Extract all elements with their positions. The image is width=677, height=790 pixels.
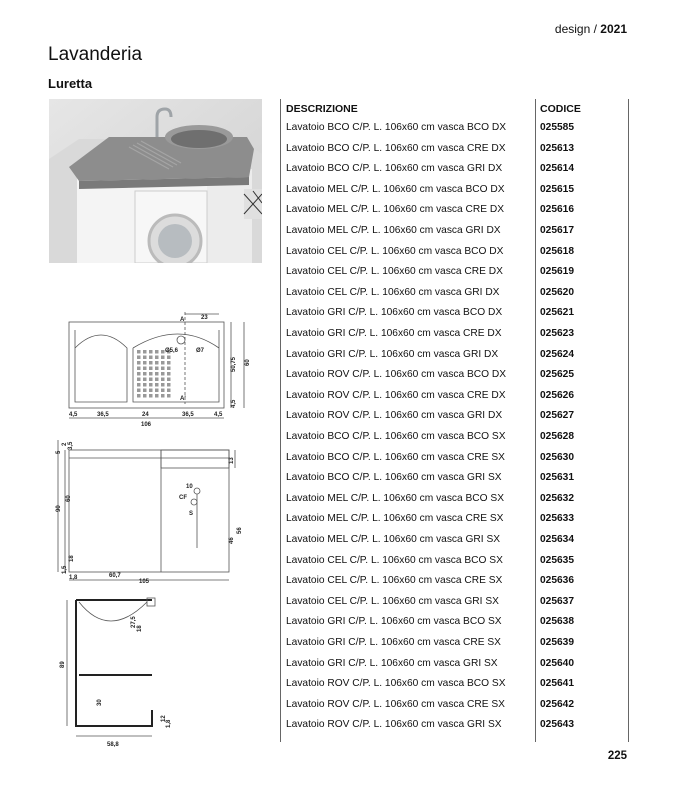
row-code: 025620 [540,286,574,298]
washboard-dot [149,389,153,393]
dim-46: 46 [229,537,235,544]
washboard-dot [155,350,159,354]
washboard-dot [161,394,165,398]
washboard-dot [167,372,171,376]
dim-23: 23 [201,315,208,321]
washboard-dot [161,367,165,371]
washboard-dot [137,372,141,376]
dim-total-106: 106 [141,422,152,428]
row-code: 025613 [540,142,574,154]
column-header-description: DESCRIZIONE [286,103,358,115]
washboard-dot [167,394,171,398]
top-view-grid [137,350,171,398]
washboard-dot [155,383,159,387]
washboard-dot [149,383,153,387]
dim-60: 60 [245,359,251,366]
dim-w5: 4,5 [214,412,223,418]
row-description: Lavatoio ROV C/P. L. 106x60 cm vasca GRI DX [286,410,503,422]
dim-2: 2 [62,442,68,446]
row-description: Lavatoio CEL C/P. L. 106x60 cm vasca GRI SX [286,595,499,607]
row-description: Lavatoio ROV C/P. L. 106x60 cm vasca CRE SX [286,698,505,710]
side-view-drawing [76,600,152,726]
washboard-dot [155,372,159,376]
washboard-dot [137,361,141,365]
row-code: 025630 [540,451,574,463]
dim-a-bottom: A' [180,396,186,402]
row-code: 025618 [540,245,574,257]
washboard-dot [137,356,141,360]
washboard-dot [143,361,147,365]
washboard-dot [143,378,147,382]
washboard-dot [143,389,147,393]
washboard-dot [155,378,159,382]
washboard-dot [161,350,165,354]
dim-56: 56 [237,527,243,534]
dim-4-5-v: 4,5 [231,399,237,408]
dim-12: 12 [161,715,167,722]
dim-tap: Ø7 [196,348,205,354]
dim-89: 89 [60,661,66,668]
product-title: Luretta [48,76,93,91]
washboard-dot [161,372,165,376]
row-description: Lavatoio ROV C/P. L. 106x60 cm vasca BCO SX [286,678,506,690]
row-code: 025638 [540,616,574,628]
front-view-drawing [58,440,235,580]
dim-30: 30 [97,699,103,706]
dim-1-8-side: 1,8 [166,719,172,728]
row-description: Lavatoio GRI C/P. L. 106x60 cm vasca GRI SX [286,657,498,669]
row-code: 025615 [540,183,574,195]
washboard-dot [161,361,165,365]
dim-13: 13 [229,457,235,464]
dim-w1: 4,5 [69,412,78,418]
row-code: 025621 [540,307,574,319]
washboard-dot [149,350,153,354]
row-description: Lavatoio MEL C/P. L. 106x60 cm vasca BCO SX [286,492,505,504]
washboard-dot [155,361,159,365]
row-code: 025637 [540,595,574,607]
product-photo [49,99,262,263]
dim-3-5: 3,5 [68,441,74,450]
washboard-dot [143,372,147,376]
row-code: 025627 [540,410,574,422]
washboard-dot [155,356,159,360]
row-code: 025616 [540,204,574,216]
dim-90: 90 [56,505,62,512]
washboard-dot [167,383,171,387]
row-description: Lavatoio MEL C/P. L. 106x60 cm vasca CRE DX [286,204,504,216]
washboard-dot [149,356,153,360]
page-number: 225 [607,750,627,762]
row-code: 025624 [540,348,574,360]
washboard-dot [155,394,159,398]
table-divider-left [280,99,281,742]
row-description: Lavatoio GRI C/P. L. 106x60 cm vasca BCO SX [286,616,502,628]
row-description: Lavatoio GRI C/P. L. 106x60 cm vasca CRE SX [286,637,501,648]
row-description: Lavatoio GRI C/P. L. 106x60 cm vasca CRE DX [286,328,502,339]
row-code: 025614 [540,163,574,175]
row-code: 025642 [540,698,574,710]
row-description: Lavatoio CEL C/P. L. 106x60 cm vasca BCO SX [286,554,503,566]
washboard-dot [149,367,153,371]
dim-holes: Ø5,6 [165,348,179,354]
row-description: Lavatoio GRI C/P. L. 106x60 cm vasca GRI DX [286,348,499,360]
dim-5: 5 [56,450,62,454]
row-code: 025641 [540,678,574,690]
row-code: 025632 [540,492,574,504]
washboard-dot [149,378,153,382]
washboard-dot [167,367,171,371]
row-code: 025585 [540,122,574,133]
category-title: Lavanderia [48,44,143,65]
row-code: 025617 [540,225,574,236]
row-description: Lavatoio CEL C/P. L. 106x60 cm vasca BCO DX [286,245,504,257]
dim-10: 10 [186,484,193,490]
table-divider-right [628,99,629,742]
page-header: design / 2021 [554,22,627,36]
washboard-dot [137,389,141,393]
year-label: 2021 [600,22,627,36]
row-code: 025625 [540,369,574,381]
row-code: 025628 [540,431,574,442]
row-description: Lavatoio BCO C/P. L. 106x60 cm vasca GRI DX [286,163,503,175]
washboard-dot [143,394,147,398]
technical-drawings [49,300,269,760]
washboard-dot [167,356,171,360]
row-code: 025639 [540,637,574,648]
washboard-dot [155,367,159,371]
row-code: 025623 [540,328,574,339]
label-s: S [189,511,194,517]
washboard-dot [167,389,171,393]
column-header-code: CODICE [540,103,581,115]
row-code: 025635 [540,554,574,566]
washboard-dot [143,356,147,360]
washboard-dot [161,383,165,387]
row-description: Lavatoio ROV C/P. L. 106x60 cm vasca GRI SX [286,719,502,731]
washboard-dot [167,361,171,365]
dim-w2: 36,5 [97,412,109,418]
washboard-dot [167,378,171,382]
dim-a-top: A [180,317,185,323]
row-description: Lavatoio CEL C/P. L. 106x60 cm vasca CRE DX [286,266,503,278]
label-cf: CF [179,495,187,501]
row-description: Lavatoio CEL C/P. L. 106x60 cm vasca GRI DX [286,286,500,298]
dim-18: 18 [69,555,75,562]
washboard-dot [149,361,153,365]
row-code: 025619 [540,266,574,278]
row-description: Lavatoio ROV C/P. L. 106x60 cm vasca CRE DX [286,389,506,401]
table-divider-middle [535,99,536,742]
washboard-dot [143,383,147,387]
row-description: Lavatoio ROV C/P. L. 106x60 cm vasca BCO DX [286,369,507,381]
washboard-dot [137,350,141,354]
row-description: Lavatoio BCO C/P. L. 106x60 cm vasca GRI SX [286,472,502,484]
dim-1-5: 1,5 [62,565,68,574]
row-code: 025634 [540,534,574,545]
washboard-dot [137,367,141,371]
brand-label: design [554,22,591,36]
row-description: Lavatoio BCO C/P. L. 106x60 cm vasca CRE SX [286,451,505,463]
row-description: Lavatoio MEL C/P. L. 106x60 cm vasca BCO DX [286,183,505,195]
row-code: 025636 [540,575,574,587]
dim-50-75: 50,75 [231,356,237,372]
dim-w3: 24 [142,412,149,418]
row-code: 025640 [540,657,574,669]
row-description: Lavatoio CEL C/P. L. 106x60 cm vasca CRE SX [286,575,503,587]
washboard-dot [161,389,165,393]
dim-58-8: 58,8 [107,742,119,748]
dim-60-front: 60 [66,495,72,502]
washboard-dot [143,367,147,371]
row-code: 025633 [540,513,574,525]
washboard-dot [161,356,165,360]
row-description: Lavatoio BCO C/P. L. 106x60 cm vasca CRE DX [286,142,506,154]
washboard-dot [161,378,165,382]
row-code: 025643 [540,719,574,731]
top-view-drawing [69,312,244,418]
row-description: Lavatoio BCO C/P. L. 106x60 cm vasca BCO SX [286,431,506,442]
dim-18-side: 18 [137,625,143,632]
row-description: Lavatoio BCO C/P. L. 106x60 cm vasca BCO DX [286,122,507,133]
washboard-dot [137,383,141,387]
row-description: Lavatoio GRI C/P. L. 106x60 cm vasca BCO DX [286,307,503,319]
row-description: Lavatoio MEL C/P. L. 106x60 cm vasca GRI SX [286,534,501,545]
dim-w4: 36,5 [182,412,194,418]
washboard-dot [137,378,141,382]
washboard-dot [155,389,159,393]
row-description: Lavatoio MEL C/P. L. 106x60 cm vasca CRE SX [286,513,504,525]
dim-60-7: 60,7 [109,573,121,579]
row-code: 025631 [540,472,574,484]
row-code: 025626 [540,389,574,401]
dim-105: 105 [139,579,150,585]
row-description: Lavatoio MEL C/P. L. 106x60 cm vasca GRI DX [286,225,501,236]
washboard-dot [149,394,153,398]
washboard-dot [137,394,141,398]
washboard-dot [149,372,153,376]
dim-27-5: 27,5 [131,616,137,628]
washboard-dot [143,350,147,354]
dim-1-8: 1,8 [69,575,78,581]
